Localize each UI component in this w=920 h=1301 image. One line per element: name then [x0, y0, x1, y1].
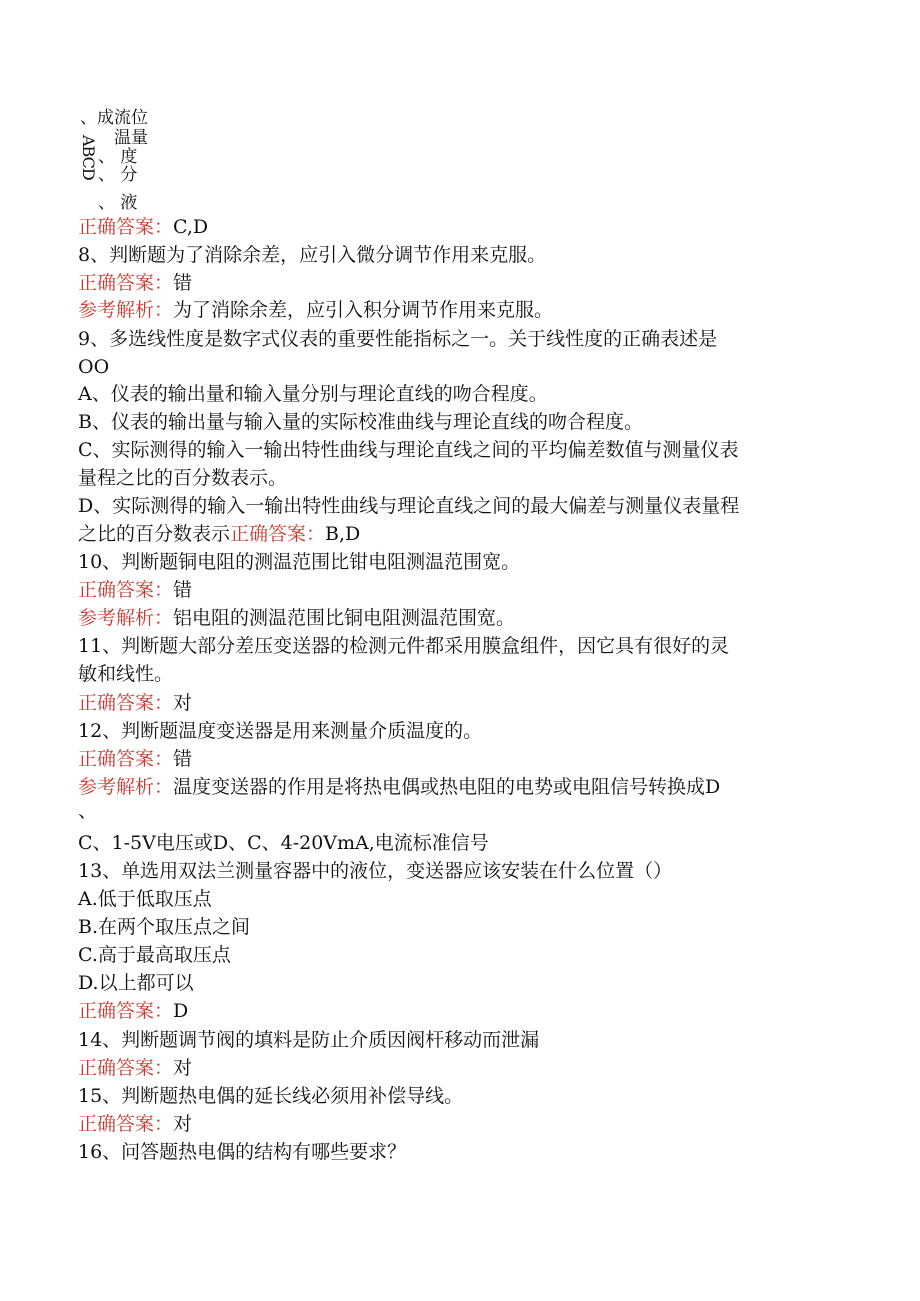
answer-value: 对: [173, 1057, 193, 1079]
q13-option-b: B.在两个取压点之间: [78, 916, 251, 938]
q15-answer-line: [78, 1111, 192, 1137]
answer-label: 正确答案：: [78, 692, 174, 714]
q11-question-line2: 敏和线性。: [78, 663, 174, 685]
fragment-line-3: 、 度: [98, 147, 138, 167]
q8-analysis-line: [78, 297, 553, 323]
q12-answer-line: [78, 746, 192, 772]
q9-option-c-line2: 量程之比的百分数表示。: [78, 467, 288, 489]
q14-answer-line: [78, 1055, 192, 1081]
q13-option-d: D.以上都可以: [78, 972, 194, 994]
fragment-line-4: 、 分: [98, 165, 138, 185]
answer-label: 正确答案：: [78, 1000, 174, 1022]
answer-value: 对: [173, 692, 193, 714]
analysis-label: 参考解析：: [78, 299, 174, 321]
q9-question: 9、多选线性度是数字式仪表的重要性能指标之一。关于线性度的正确表述是: [78, 328, 718, 350]
q9-option-a: A、仪表的输出量和输入量分别与理论直线的吻合程度。: [78, 383, 548, 405]
answer-value: B,D: [325, 523, 361, 545]
answer-value: 错: [173, 272, 193, 294]
analysis-label: 参考解析：: [78, 607, 174, 629]
answer-label: 正确答案：: [78, 1057, 174, 1079]
q15-question: 15、判断题热电偶的延长线必须用补偿导线。: [78, 1085, 464, 1107]
q12-analysis-punct: 、: [78, 800, 98, 822]
answer-label: 正确答案：: [78, 272, 174, 294]
q9-question-cont: OO: [78, 356, 110, 378]
answer-value: D: [173, 1000, 189, 1022]
answer-value: C,D: [173, 216, 209, 238]
q7-answer-line: [78, 214, 208, 240]
q9-option-b: B、仪表的输出量与输入量的实际校准曲线与理论直线的吻合程度。: [78, 411, 643, 433]
analysis-text: 为了消除余差，应引入积分调节作用来克服。: [173, 299, 554, 321]
answer-label: 正确答案：: [78, 1113, 174, 1135]
q10-analysis-line: [78, 605, 515, 631]
answer-value: 对: [173, 1113, 193, 1135]
q13-option-c: C.高于最高取压点: [78, 944, 231, 966]
q9-option-c-line1: C、实际测得的输入一输出特性曲线与理论直线之间的平均偏差数值与测量仪表: [78, 439, 739, 461]
answer-label: 正确答案：: [78, 748, 174, 770]
fragment-line-5: 、 液: [98, 193, 138, 213]
q10-question: 10、判断题铜电阻的测温范围比钳电阻测温范围宽。: [78, 551, 521, 573]
q8-question: 8、判断题为了消除余差，应引入微分调节作用来克服。: [78, 244, 547, 266]
q13-question: 13、单选用双法兰测量容器中的液位，变送器应该安装在什么位置（）: [78, 860, 673, 882]
analysis-text: 温度变送器的作用是将热电偶或热电阻的电势或电阻信号转换成D: [173, 776, 721, 798]
option-d-text: 之比的百分数表示: [78, 523, 231, 545]
answer-value: 错: [173, 748, 193, 770]
fragment-line-2: 温量: [114, 128, 148, 148]
answer-label: 正确答案：: [78, 216, 174, 238]
q10-answer-line: [78, 577, 192, 603]
fragment-vertical-letters: ABCD: [79, 135, 98, 180]
analysis-label: 参考解析：: [78, 776, 174, 798]
analysis-text: 铝电阻的测温范围比铜电阻测温范围宽。: [173, 607, 516, 629]
q14-question: 14、判断题调节阀的填料是防止介质因阀杆移动而泄漏: [78, 1029, 540, 1051]
q13-answer-line: [78, 998, 188, 1024]
fragment-line-1: 、成流位: [80, 108, 148, 128]
q11-answer-line: [78, 690, 192, 716]
q12-analysis-line: [78, 774, 720, 800]
answer-value: 错: [173, 579, 193, 601]
q9-option-d-line2: [78, 521, 360, 547]
q9-option-d-line1: D、实际测得的输入一输出特性曲线与理论直线之间的最大偏差与测量仪表量程: [78, 495, 740, 517]
q12-analysis-line2: C、1-5V电压或D、C、4-20VmA,电流标准信号: [78, 832, 489, 854]
q8-answer-line: [78, 270, 192, 296]
q11-question-line1: 11、判断题大部分差压变送器的检测元件都采用膜盒组件，因它具有很好的灵: [78, 635, 730, 657]
q16-question: 16、问答题热电偶的结构有哪些要求？: [78, 1141, 407, 1163]
answer-label: 正确答案：: [78, 579, 174, 601]
answer-label: 正确答案：: [230, 523, 326, 545]
q13-option-a: A.低于低取压点: [78, 888, 212, 910]
q12-question: 12、判断题温度变送器是用来测量介质温度的。: [78, 720, 483, 742]
